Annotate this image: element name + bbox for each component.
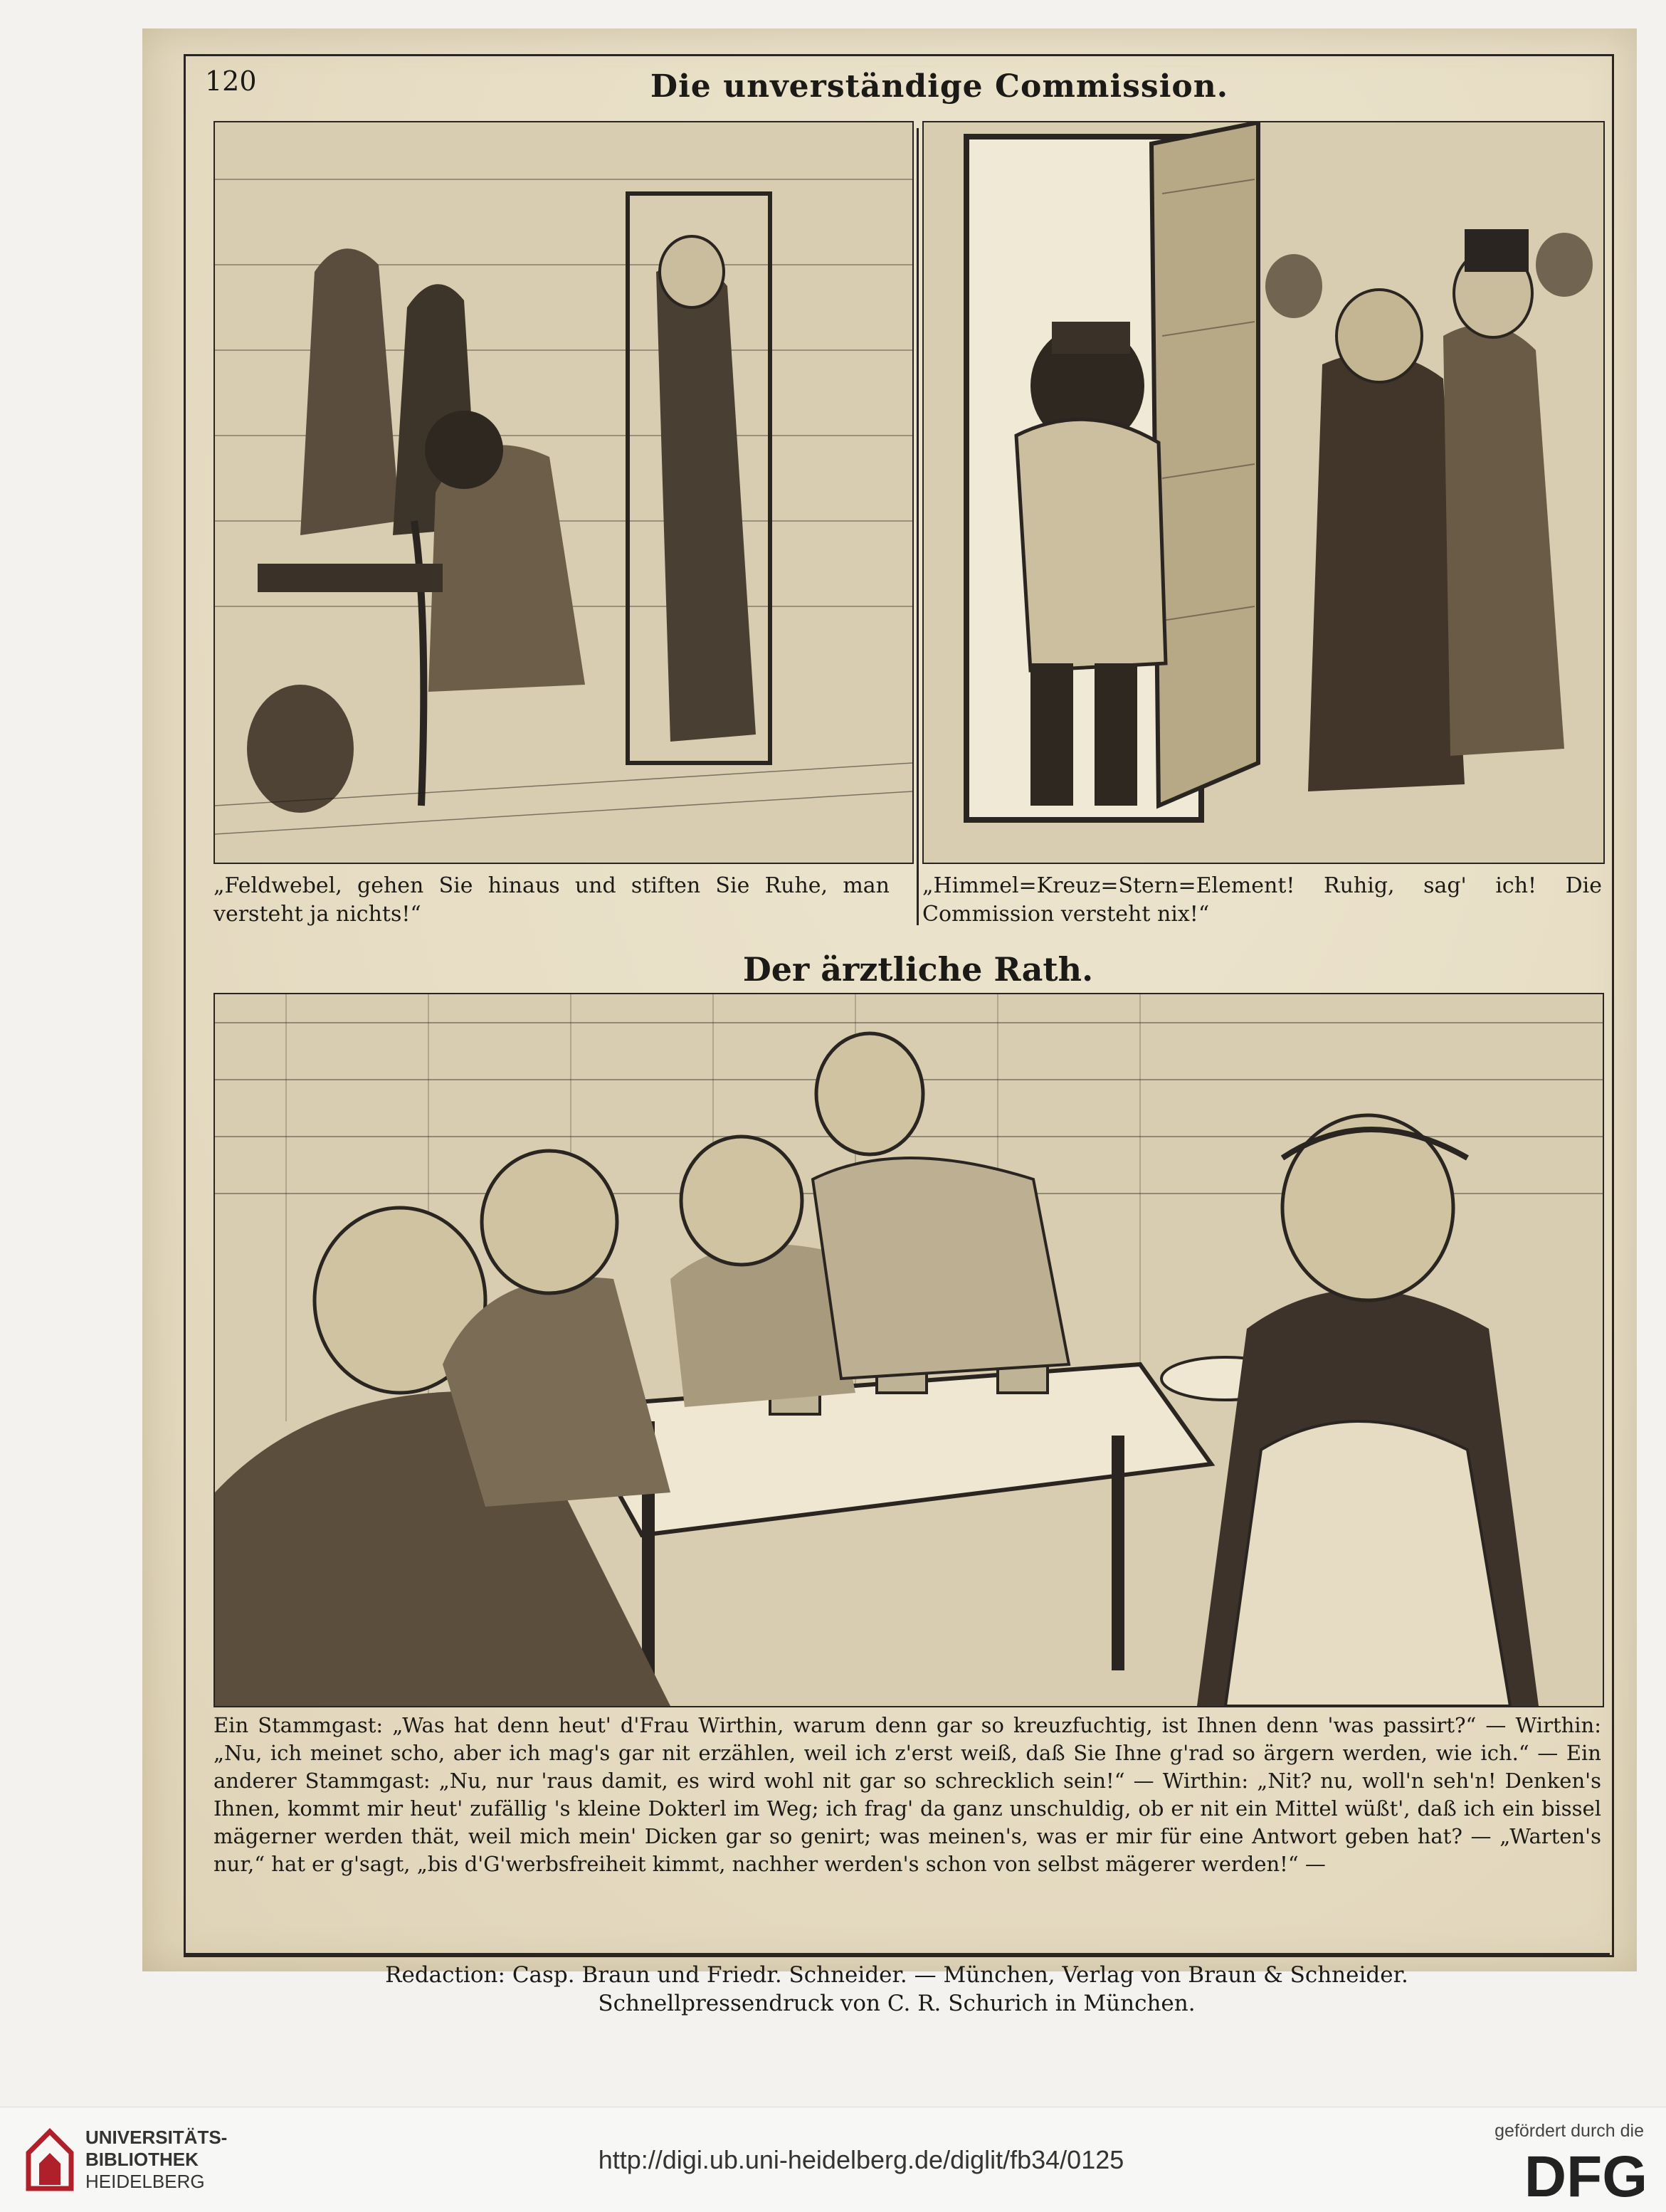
cartoon-title-top: Die unverständige Commission. — [650, 68, 1229, 105]
footer-rule — [184, 1953, 1610, 1955]
imprint-editors-publisher: Redaction: Casp. Braun und Friedr. Schneider. — München, Verlag von Braun & Schneider. — [385, 1962, 1408, 1988]
institution-line-1: UNIVERSITÄTS- — [85, 2127, 228, 2148]
institution-line-2: BIBLIOTHEK — [85, 2149, 199, 2170]
caption-right: „Himmel=Kreuz=Stern=Element! Ruhig, sag' ich! Die Commission versteht nix!“ — [922, 873, 1602, 927]
sponsor-text: gefördert durch die — [1494, 2121, 1644, 2141]
illustration-left-panel — [213, 121, 914, 864]
university-library-name[interactable] — [85, 2127, 227, 2193]
dfg-logo-text: DFG — [1524, 2149, 1647, 2201]
panel-divider — [917, 128, 919, 925]
university-logo-icon[interactable] — [21, 2124, 77, 2193]
institution-line-3: HEIDELBERG — [85, 2171, 205, 2192]
imprint-printer: Schnellpressendruck von C. R. Schurich in München. — [598, 1991, 1196, 2016]
cartoon-dialogue-text: Ein Stammgast: „Was hat denn heut' d'Frau Wirthin, warum denn gar so kreuzfuchtig, ist Ihnen denn 'was passirt?“ — Wirthin: „Nu, ich meinet scho, aber ich mag's gar nit erzählen, weil ich z'erst weiß, daß Sie Ihne g'rad so ärgern werden, wie ich.“ — Ein anderer Stammgast: „Nu, nur 'raus damit, es wird wohl nit gar so schrecklich sein!“ — Wirthin: „Nit? nu, woll'n seh'n! Denken's Ihnen, kommt mir heut' zufällig 's kleine Dokterl im Weg; ich frag' da ganz unschuldig, ob er nit ein Mittel wüßt', daß ich ein bissel mägerner werden thät, weil mich mein' Dicken gar so genirt; was meinen's, was er mir für eine Antwort geben hat? — „Warten's nur,“ hat er g'sagt, „bis d'G'werbsfreiheit kimmt, nachher werden's schon von selbst mägerer werden!“ — — [213, 1713, 1601, 1876]
imprint — [184, 1961, 1610, 2018]
caption-left: „Feldwebel, gehen Sie hinaus und stiften Sie Ruhe, man versteht ja nichts!“ — [213, 873, 890, 927]
illustration-right-panel — [922, 121, 1605, 864]
page-number: 120 — [205, 65, 257, 97]
permalink-url[interactable]: http://digi.ub.uni-heidelberg.de/diglit/fb34/0125 — [598, 2145, 1124, 2174]
illustration-bottom-panel — [213, 993, 1604, 1707]
cartoon-title-middle: Der ärztliche Rath. — [742, 950, 1094, 989]
dfg-logo-icon[interactable] — [1484, 2149, 1647, 2201]
